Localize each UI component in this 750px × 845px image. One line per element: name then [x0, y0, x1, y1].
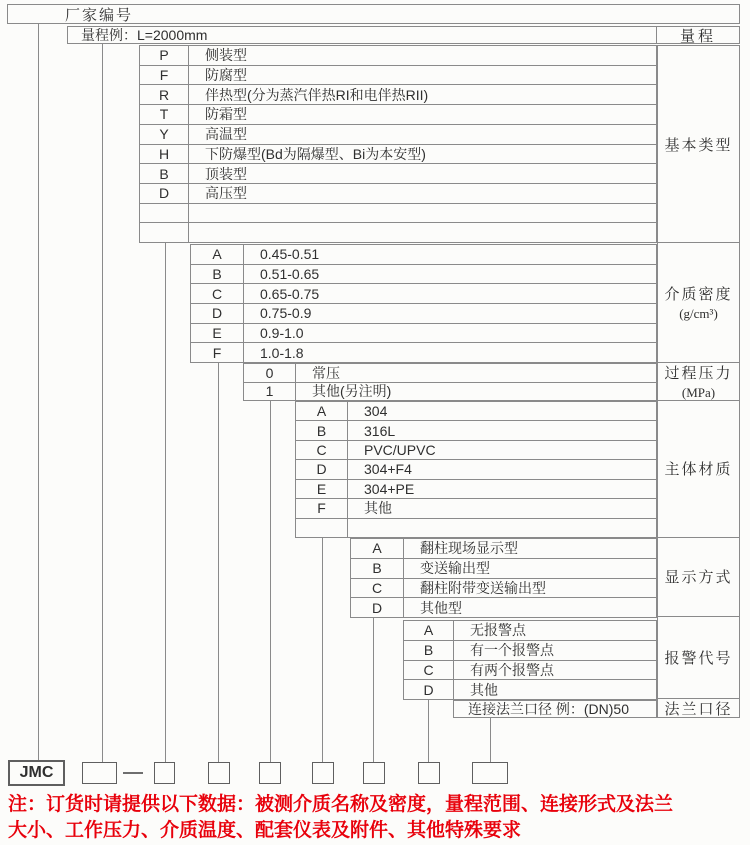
code-cell: D	[296, 460, 348, 478]
desc-cell: 其他(另注明)	[312, 383, 392, 400]
desc-cell: 翻柱现场显示型	[420, 540, 518, 557]
table-row	[191, 304, 656, 324]
separator-dash	[123, 772, 143, 774]
code-cell: H	[140, 145, 189, 164]
desc-cell: 其他	[470, 681, 498, 698]
material-code-box	[312, 762, 334, 784]
table-row	[404, 661, 656, 681]
table-row	[140, 125, 656, 145]
label-basic-type: 基本类型	[658, 46, 739, 243]
order-note-line2: 大小、工作压力、介质温度、配套仪表及附件、其他特殊要求	[8, 820, 522, 841]
table-row	[404, 621, 656, 641]
desc-cell: 其他型	[420, 599, 462, 616]
table-row	[351, 579, 656, 599]
manufacturer-number-row	[7, 4, 740, 24]
code-cell: 1	[244, 383, 296, 401]
desc-cell: 下防爆型(Bd为隔爆型、Bi为本安型)	[205, 145, 426, 162]
desc-cell: 0.51-0.65	[260, 266, 320, 282]
pressure-table	[243, 363, 657, 401]
display-mode-table	[350, 538, 657, 618]
code-cell: F	[191, 343, 244, 362]
table-row	[296, 480, 656, 499]
desc-cell: 变送输出型	[420, 560, 490, 577]
desc-cell: 316L	[364, 422, 396, 439]
code-cell: A	[296, 402, 348, 420]
connector-line-flange	[490, 718, 491, 762]
connector-line-basic-type	[165, 243, 166, 762]
code-cell	[296, 519, 348, 537]
label-material: 主体材质	[658, 401, 739, 538]
code-cell: T	[140, 105, 189, 124]
code-cell	[140, 204, 189, 223]
code-cell: B	[191, 265, 244, 284]
table-row	[404, 641, 656, 661]
desc-cell: 有一个报警点	[470, 642, 554, 659]
code-cell: B	[404, 641, 454, 660]
density-table	[190, 244, 657, 363]
desc-cell: 有两个报警点	[470, 661, 554, 678]
table-row	[191, 245, 656, 265]
connector-line-manufacturer	[38, 24, 39, 760]
desc-cell: 0.9-1.0	[260, 325, 304, 342]
order-note-line1: 注：订货时请提供以下数据：被测介质名称及密度，量程范围、连接形式及法兰	[8, 794, 674, 815]
connector-line-pressure	[270, 401, 271, 762]
desc-cell: 0.45-0.51	[260, 246, 320, 263]
code-cell: B	[351, 559, 404, 578]
desc-cell: 顶装型	[205, 165, 247, 182]
table-row	[244, 383, 656, 401]
basic-type-table	[139, 45, 657, 243]
table-row	[191, 343, 656, 362]
code-cell: P	[140, 46, 189, 65]
desc-cell	[189, 223, 656, 242]
code-cell: 0	[244, 364, 296, 382]
code-cell: B	[296, 421, 348, 439]
table-row-empty	[140, 204, 656, 224]
table-row	[191, 284, 656, 304]
code-cell: F	[140, 66, 189, 85]
flange-row	[453, 700, 657, 718]
table-row	[454, 701, 656, 717]
code-cell: C	[351, 579, 404, 598]
code-cell: A	[191, 245, 244, 264]
table-row	[191, 324, 656, 344]
desc-cell: 无报警点	[470, 622, 526, 639]
code-cell: D	[140, 184, 189, 203]
desc-cell: PVC/UPVC	[364, 442, 436, 459]
table-row	[140, 184, 656, 204]
category-label-column	[657, 45, 740, 718]
code-cell: C	[296, 441, 348, 459]
desc-cell	[348, 519, 656, 537]
desc-cell: 304+F4	[364, 461, 412, 478]
connector-line-alarm	[428, 700, 429, 762]
code-cell: D	[351, 598, 404, 617]
connector-line-material	[322, 538, 323, 762]
table-row-empty	[296, 519, 656, 537]
table-row	[351, 559, 656, 579]
code-cell: C	[191, 284, 244, 303]
desc-cell: 伴热型(分为蒸汽伴热RI和电伴热RII)	[205, 86, 429, 103]
model-prefix-box: JMC	[8, 760, 65, 786]
connector-line-range	[102, 44, 103, 762]
label-density: 介质密度 (g/cm³)	[658, 243, 739, 363]
label-alarm-code: 报警代号	[658, 617, 739, 699]
material-table	[295, 401, 657, 538]
connector-line-density	[218, 363, 219, 762]
table-row	[296, 499, 656, 518]
table-row	[244, 364, 656, 383]
table-row-empty	[140, 223, 656, 242]
code-cell: D	[404, 680, 454, 699]
table-row	[140, 85, 656, 105]
desc-cell: 其他	[364, 500, 392, 517]
code-cell: D	[191, 304, 244, 323]
range-row	[67, 26, 740, 44]
order-note	[8, 792, 746, 844]
range-code-box	[82, 762, 117, 784]
label-flange-size: 法兰口径	[664, 701, 733, 718]
table-row	[140, 164, 656, 184]
table-row	[140, 145, 656, 165]
connector-line-display	[373, 618, 374, 762]
table-row	[351, 539, 656, 559]
basic-type-code-box	[154, 762, 175, 784]
desc-cell: 0.75-0.9	[260, 305, 312, 322]
alarm-table	[403, 620, 657, 700]
code-cell: C	[404, 661, 454, 680]
flange-desc: 连接法兰口径 例：(DN)50	[468, 701, 630, 717]
label-density-unit: (g/cm³)	[679, 306, 718, 322]
table-row	[296, 402, 656, 421]
display-code-box	[363, 762, 385, 784]
code-cell: R	[140, 85, 189, 104]
code-cell: E	[191, 324, 244, 343]
desc-cell: 高温型	[205, 126, 247, 143]
manufacturer-number-label: 厂家编号	[65, 6, 134, 24]
desc-cell: 304+PE	[364, 480, 415, 497]
label-display-mode: 显示方式	[658, 538, 739, 618]
flange-code-box	[472, 762, 508, 784]
code-cell: A	[351, 539, 404, 558]
code-cell	[140, 223, 189, 242]
desc-cell: 翻柱附带变送输出型	[420, 579, 546, 596]
range-label: 量程	[656, 27, 739, 43]
table-row	[191, 265, 656, 285]
desc-cell	[189, 204, 656, 223]
table-row	[140, 66, 656, 86]
range-example-text: 量程例：L=2000mm	[81, 27, 208, 43]
code-cell: F	[296, 499, 348, 517]
label-pressure: 过程压力 (MPa)	[658, 363, 739, 401]
desc-cell: 1.0-1.8	[260, 344, 304, 361]
desc-cell: 防霜型	[205, 106, 247, 123]
desc-cell: 侧装型	[205, 47, 247, 64]
table-row	[296, 421, 656, 440]
table-row	[404, 680, 656, 699]
table-row	[140, 105, 656, 125]
desc-cell: 常压	[312, 364, 340, 381]
desc-cell: 高压型	[205, 185, 247, 202]
table-row	[140, 46, 656, 66]
table-row	[296, 460, 656, 479]
label-pressure-unit: (MPa)	[681, 384, 716, 400]
desc-cell: 0.65-0.75	[260, 285, 320, 302]
table-row	[296, 441, 656, 460]
code-cell: A	[404, 621, 454, 640]
table-row	[351, 598, 656, 617]
code-cell: Y	[140, 125, 189, 144]
alarm-code-box	[418, 762, 440, 784]
code-cell: B	[140, 164, 189, 183]
desc-cell: 防腐型	[205, 67, 247, 84]
code-cell: E	[296, 480, 348, 498]
pressure-code-box	[259, 762, 281, 784]
desc-cell: 304	[364, 403, 388, 420]
density-code-box	[208, 762, 230, 784]
